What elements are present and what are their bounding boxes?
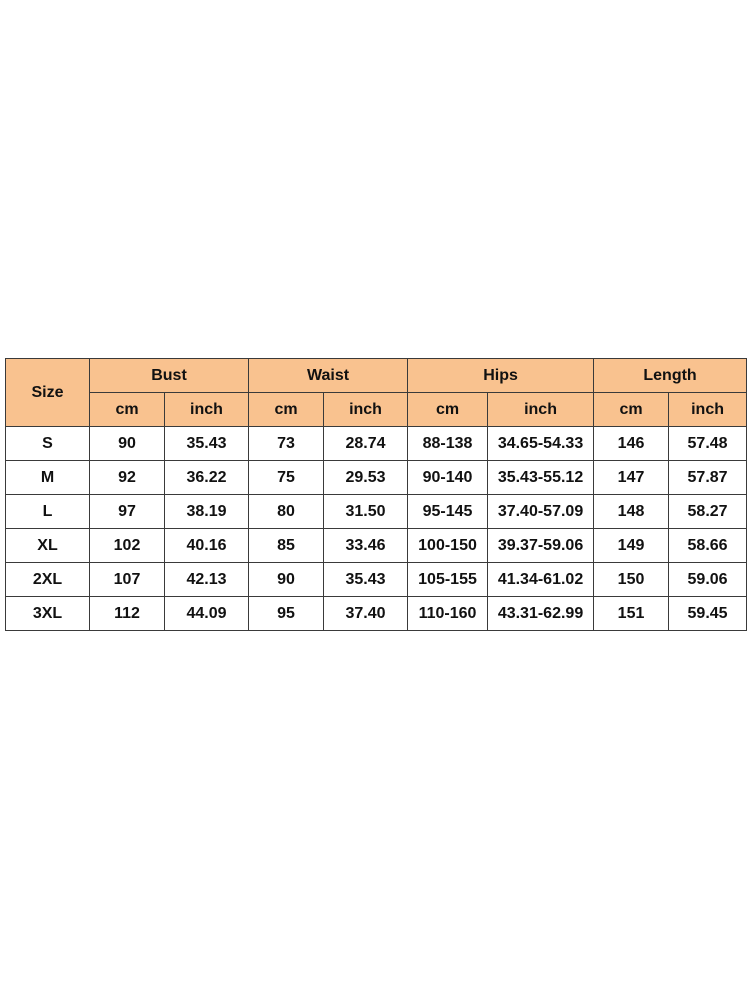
table-row [6,529,747,563]
bust-inch-cell: 42.13 [165,563,249,597]
length-inch-cell: 57.48 [669,427,747,461]
size-cell: 3XL [6,597,90,631]
size-cell: XL [6,529,90,563]
hips-cm-cell: 90-140 [408,461,488,495]
bust-cm-header: cm [90,393,165,427]
bust-inch-cell: 35.43 [165,427,249,461]
waist-inch-cell: 33.46 [324,529,408,563]
waist-cm-cell: 73 [249,427,324,461]
hips-inch-header: inch [488,393,594,427]
hips-inch-cell: 39.37-59.06 [488,529,594,563]
waist-cm-cell: 95 [249,597,324,631]
bust-cm-cell: 90 [90,427,165,461]
table-row [6,461,747,495]
table-row [6,427,747,461]
length-inch-cell: 59.06 [669,563,747,597]
length-cm-cell: 149 [594,529,669,563]
bust-inch-cell: 40.16 [165,529,249,563]
length-inch-cell: 59.45 [669,597,747,631]
length-inch-header: inch [669,393,747,427]
hips-cm-header: cm [408,393,488,427]
hips-inch-cell: 43.31-62.99 [488,597,594,631]
length-cm-cell: 147 [594,461,669,495]
table-row [6,563,747,597]
size-cell: S [6,427,90,461]
waist-inch-header: inch [324,393,408,427]
bust-cm-cell: 107 [90,563,165,597]
waist-inch-cell: 31.50 [324,495,408,529]
length-inch-cell: 57.87 [669,461,747,495]
waist-cm-cell: 80 [249,495,324,529]
length-header: Length [594,359,747,393]
hips-inch-cell: 41.34-61.02 [488,563,594,597]
waist-cm-cell: 75 [249,461,324,495]
size-chart-table [5,358,747,631]
bust-inch-cell: 38.19 [165,495,249,529]
size-cell: M [6,461,90,495]
length-cm-cell: 148 [594,495,669,529]
hips-cm-cell: 110-160 [408,597,488,631]
table-row [6,597,747,631]
waist-inch-cell: 29.53 [324,461,408,495]
waist-inch-cell: 35.43 [324,563,408,597]
unit-header-row [6,393,747,427]
hips-cm-cell: 100-150 [408,529,488,563]
length-cm-header: cm [594,393,669,427]
size-cell: 2XL [6,563,90,597]
waist-cm-cell: 90 [249,563,324,597]
length-inch-cell: 58.27 [669,495,747,529]
hips-inch-cell: 34.65-54.33 [488,427,594,461]
waist-header: Waist [249,359,408,393]
bust-cm-cell: 92 [90,461,165,495]
waist-cm-header: cm [249,393,324,427]
hips-cm-cell: 88-138 [408,427,488,461]
waist-cm-cell: 85 [249,529,324,563]
length-cm-cell: 146 [594,427,669,461]
hips-inch-cell: 37.40-57.09 [488,495,594,529]
bust-cm-cell: 97 [90,495,165,529]
hips-inch-cell: 35.43-55.12 [488,461,594,495]
waist-inch-cell: 28.74 [324,427,408,461]
hips-header: Hips [408,359,594,393]
table-row [6,495,747,529]
length-cm-cell: 151 [594,597,669,631]
size-cell: L [6,495,90,529]
bust-cm-cell: 112 [90,597,165,631]
hips-cm-cell: 95-145 [408,495,488,529]
bust-header: Bust [90,359,249,393]
length-cm-cell: 150 [594,563,669,597]
bust-cm-cell: 102 [90,529,165,563]
hips-cm-cell: 105-155 [408,563,488,597]
group-header-row [6,359,747,393]
waist-inch-cell: 37.40 [324,597,408,631]
bust-inch-header: inch [165,393,249,427]
size-header: Size [6,359,90,427]
bust-inch-cell: 36.22 [165,461,249,495]
length-inch-cell: 58.66 [669,529,747,563]
bust-inch-cell: 44.09 [165,597,249,631]
